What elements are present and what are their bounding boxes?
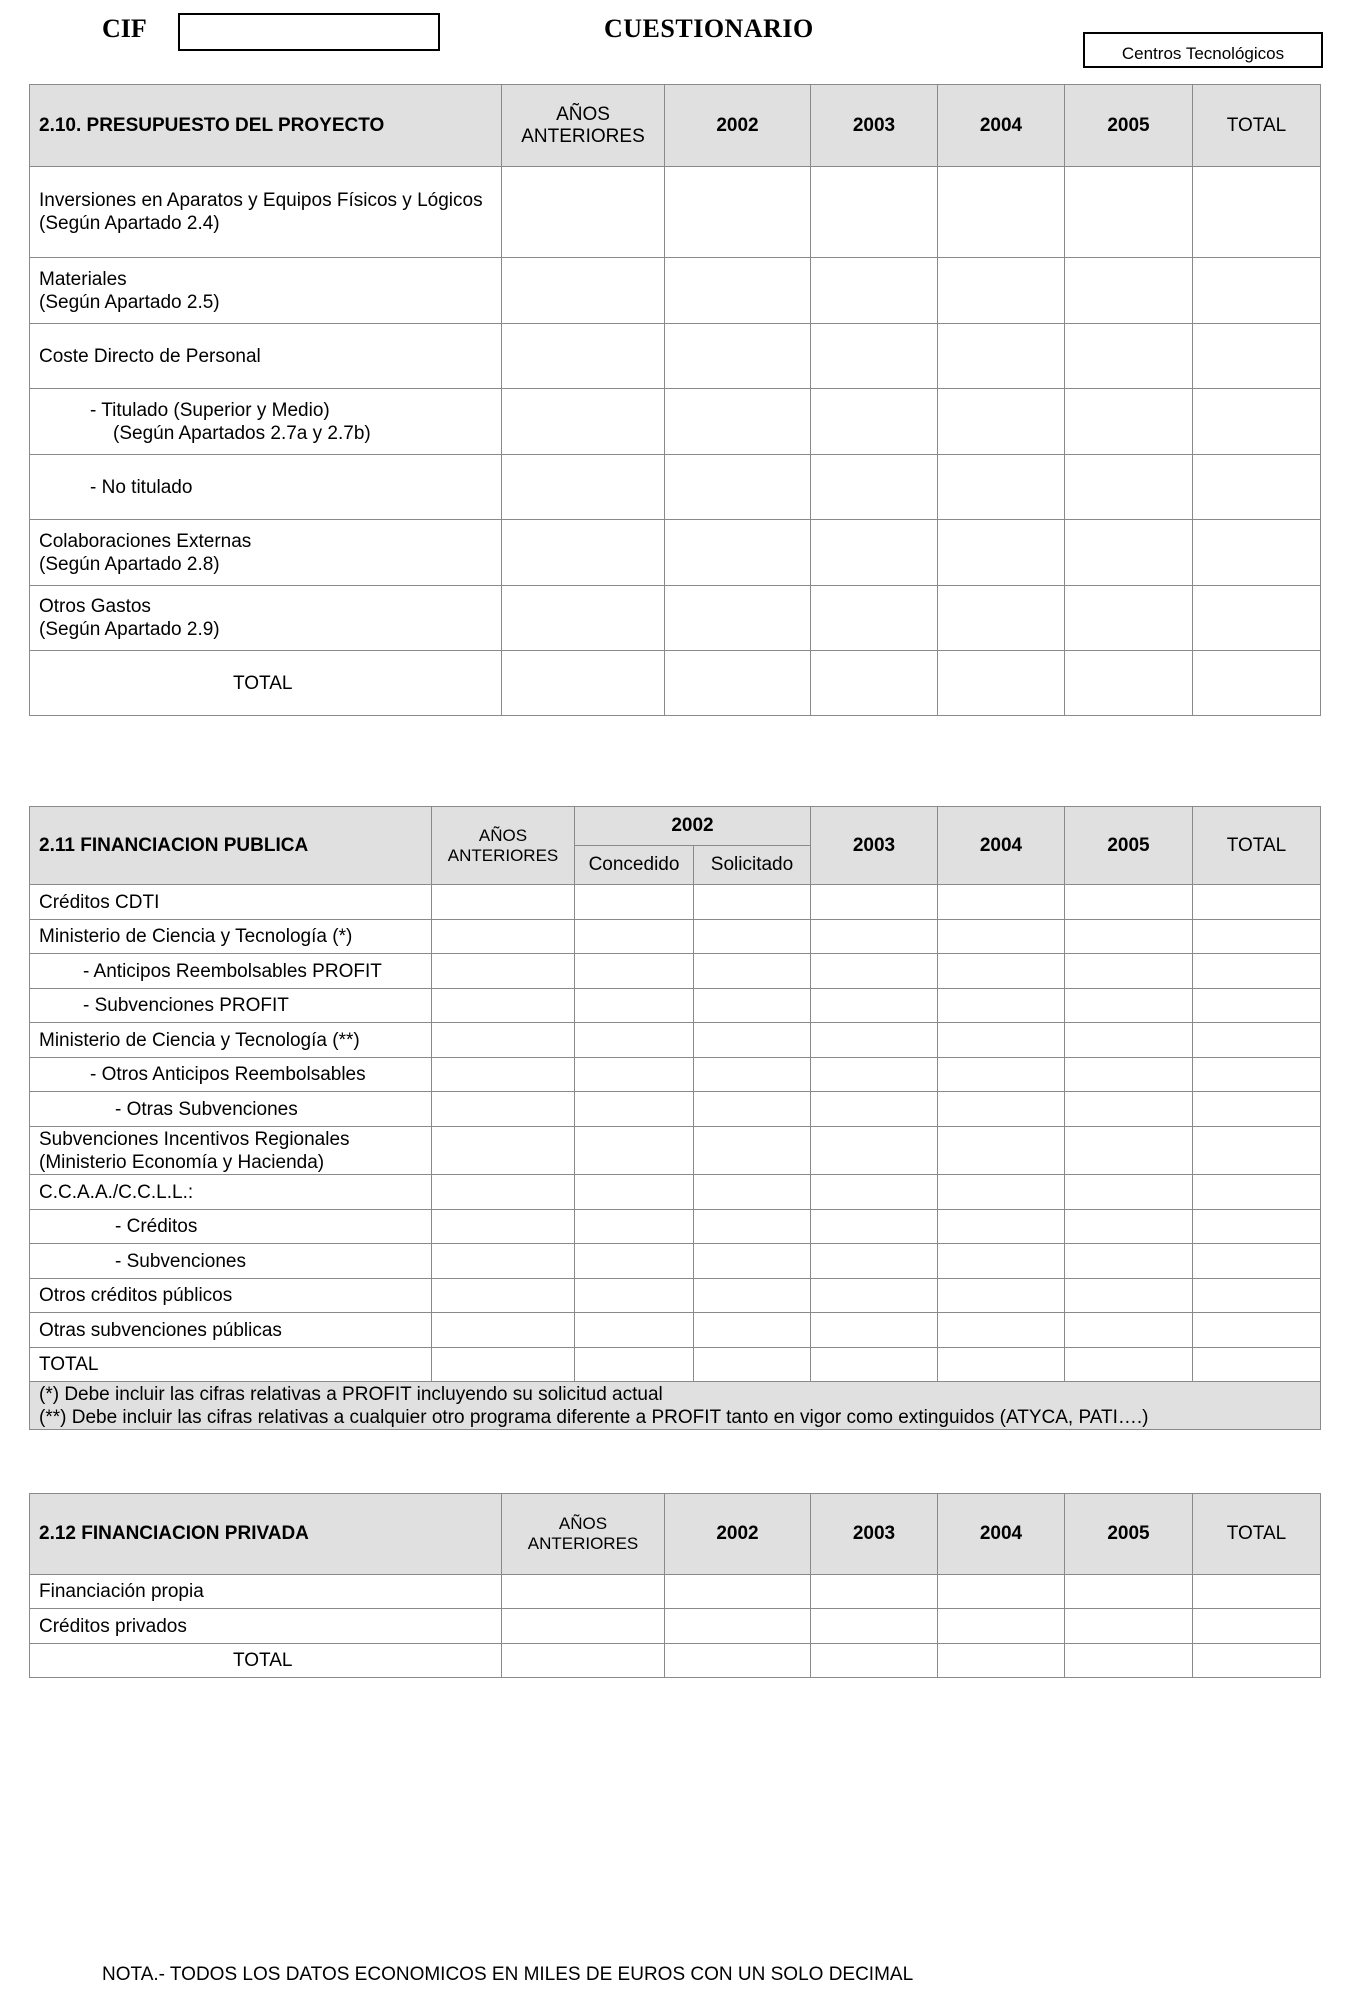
input-cell[interactable]	[694, 1092, 811, 1127]
input-cell[interactable]	[1065, 1175, 1193, 1210]
row-label: Otras subvenciones públicas	[30, 1313, 432, 1348]
row-label	[30, 167, 502, 258]
row-label	[30, 389, 502, 455]
input-cell[interactable]	[432, 954, 575, 989]
table-row-total	[30, 651, 1321, 716]
input-cell[interactable]	[575, 1058, 694, 1092]
input-cell[interactable]	[1193, 455, 1321, 520]
input-cell[interactable]	[811, 324, 938, 389]
input-cell[interactable]	[938, 520, 1065, 586]
input-cell[interactable]	[811, 1313, 938, 1348]
input-cell[interactable]	[575, 885, 694, 920]
row-label	[30, 586, 502, 651]
col-header-year: 2004	[938, 1494, 1065, 1575]
table-row	[30, 520, 1321, 586]
col-header-total: TOTAL	[1193, 85, 1321, 167]
input-cell[interactable]	[432, 1023, 575, 1058]
table-row	[30, 1127, 1321, 1175]
input-cell[interactable]	[1065, 1244, 1193, 1279]
input-cell[interactable]	[938, 1609, 1065, 1644]
row-label-line: Otros Gastos	[39, 596, 151, 617]
input-cell[interactable]	[502, 1644, 665, 1678]
input-cell[interactable]	[811, 167, 938, 258]
input-cell[interactable]	[1065, 1313, 1193, 1348]
table-row	[30, 1279, 1321, 1313]
col-header-year: 2003	[811, 807, 938, 885]
col-header-year: 2003	[811, 85, 938, 167]
section-title: 2.12 FINANCIACION PRIVADA	[30, 1494, 502, 1575]
total-label: TOTAL	[30, 651, 502, 716]
input-cell[interactable]	[1193, 1092, 1321, 1127]
input-cell[interactable]	[694, 920, 811, 954]
input-cell[interactable]	[1193, 1348, 1321, 1382]
input-cell[interactable]	[811, 1279, 938, 1313]
input-cell[interactable]	[811, 1348, 938, 1382]
input-cell[interactable]	[1193, 1313, 1321, 1348]
input-cell[interactable]	[694, 1313, 811, 1348]
input-cell[interactable]	[502, 324, 665, 389]
input-cell[interactable]	[811, 1575, 938, 1609]
input-cell[interactable]	[1193, 651, 1321, 716]
input-cell[interactable]	[665, 651, 811, 716]
input-cell[interactable]	[1065, 167, 1193, 258]
input-cell[interactable]	[502, 167, 665, 258]
input-cell[interactable]	[502, 455, 665, 520]
table-row	[30, 885, 1321, 920]
row-label: - Anticipos Reembolsables PROFIT	[30, 954, 432, 989]
input-cell[interactable]	[1193, 520, 1321, 586]
input-cell[interactable]	[938, 1175, 1065, 1210]
input-cell[interactable]	[694, 1175, 811, 1210]
input-cell[interactable]	[665, 389, 811, 455]
input-cell[interactable]	[1065, 954, 1193, 989]
row-label-ref: (Según Apartado 2.5)	[39, 291, 220, 313]
input-cell[interactable]	[938, 1023, 1065, 1058]
row-label	[30, 258, 502, 324]
footnote-2: (**) Debe incluir las cifras relativas a cualquier otro programa diferente a PROFIT tanto en vigor como extinguidos (ATYCA, PATI….)	[39, 1406, 1149, 1428]
input-cell[interactable]	[1065, 1092, 1193, 1127]
row-label: Créditos CDTI	[30, 885, 432, 920]
col-header-requested: Solicitado	[694, 846, 811, 885]
input-cell[interactable]	[665, 258, 811, 324]
input-cell[interactable]	[1065, 1210, 1193, 1244]
input-cell[interactable]	[1193, 989, 1321, 1023]
col-header-granted: Concedido	[575, 846, 694, 885]
table-header-row	[30, 85, 1321, 167]
input-cell[interactable]	[811, 1127, 938, 1175]
table-row	[30, 455, 1321, 520]
input-cell[interactable]	[938, 586, 1065, 651]
input-cell[interactable]	[811, 389, 938, 455]
input-cell[interactable]	[694, 989, 811, 1023]
table-row	[30, 1244, 1321, 1279]
input-cell[interactable]	[1065, 920, 1193, 954]
input-cell[interactable]	[432, 1127, 575, 1175]
total-label: TOTAL	[30, 1644, 502, 1678]
row-label: - Otras Subvenciones	[30, 1092, 432, 1127]
input-cell[interactable]	[1065, 1279, 1193, 1313]
table-header-row	[30, 807, 1321, 846]
input-cell[interactable]	[938, 1313, 1065, 1348]
input-cell[interactable]	[938, 1644, 1065, 1678]
input-cell[interactable]	[811, 920, 938, 954]
row-label: Créditos privados	[30, 1609, 502, 1644]
input-cell[interactable]	[575, 1279, 694, 1313]
input-cell[interactable]	[575, 1348, 694, 1382]
input-cell[interactable]	[1193, 1127, 1321, 1175]
input-cell[interactable]	[1193, 1023, 1321, 1058]
input-cell[interactable]	[1065, 389, 1193, 455]
input-cell[interactable]	[432, 885, 575, 920]
input-cell[interactable]	[432, 1348, 575, 1382]
input-cell[interactable]	[938, 1058, 1065, 1092]
input-cell[interactable]	[938, 1092, 1065, 1127]
table-row	[30, 1313, 1321, 1348]
table-row	[30, 954, 1321, 989]
row-label-ref: (Ministerio Economía y Hacienda)	[39, 1151, 325, 1173]
input-cell[interactable]	[432, 1244, 575, 1279]
input-cell[interactable]	[575, 1127, 694, 1175]
input-cell[interactable]	[502, 258, 665, 324]
row-label: - Subvenciones PROFIT	[30, 989, 432, 1023]
input-cell[interactable]	[811, 989, 938, 1023]
input-cell[interactable]	[432, 1058, 575, 1092]
input-cell[interactable]	[1193, 885, 1321, 920]
input-cell[interactable]	[575, 1023, 694, 1058]
row-label: C.C.A.A./C.C.L.L.:	[30, 1175, 432, 1210]
row-label-ref: (Según Apartado 2.8)	[39, 553, 220, 575]
input-cell[interactable]	[1193, 586, 1321, 651]
input-cell[interactable]	[694, 1279, 811, 1313]
input-cell[interactable]	[575, 1313, 694, 1348]
input-cell[interactable]	[575, 1244, 694, 1279]
row-label	[30, 520, 502, 586]
input-cell[interactable]	[811, 1175, 938, 1210]
input-cell[interactable]	[502, 651, 665, 716]
row-label: Financiación propia	[30, 1575, 502, 1609]
table-row-total	[30, 1348, 1321, 1382]
col-header-year: 2002	[665, 1494, 811, 1575]
row-label-line: - Titulado (Superior y Medio)	[90, 399, 330, 421]
input-cell[interactable]	[665, 520, 811, 586]
input-cell[interactable]	[938, 920, 1065, 954]
table-row	[30, 324, 1321, 389]
input-cell[interactable]	[694, 1127, 811, 1175]
input-cell[interactable]	[665, 1575, 811, 1609]
table-row	[30, 1575, 1321, 1609]
input-cell[interactable]	[502, 1609, 665, 1644]
row-label-line: Materiales	[39, 268, 127, 290]
input-cell[interactable]	[432, 1175, 575, 1210]
table-row	[30, 1023, 1321, 1058]
input-cell[interactable]	[1193, 1244, 1321, 1279]
input-cell[interactable]	[575, 1175, 694, 1210]
input-cell[interactable]	[811, 651, 938, 716]
input-cell[interactable]	[811, 520, 938, 586]
table-row	[30, 258, 1321, 324]
input-cell[interactable]	[694, 1210, 811, 1244]
input-cell[interactable]	[938, 324, 1065, 389]
row-label: Ministerio de Ciencia y Tecnología (**)	[30, 1023, 432, 1058]
col-header-prev-years: AÑOS ANTERIORES	[432, 807, 575, 885]
input-cell[interactable]	[575, 989, 694, 1023]
table-row	[30, 1092, 1321, 1127]
input-cell[interactable]	[1193, 324, 1321, 389]
input-cell[interactable]	[1065, 455, 1193, 520]
row-label-line: Colaboraciones Externas	[39, 530, 252, 552]
row-label: - Otros Anticipos Reembolsables	[30, 1058, 432, 1092]
input-cell[interactable]	[575, 954, 694, 989]
footnote-1: (*) Debe incluir las cifras relativas a PROFIT incluyendo su solicitud actual	[39, 1383, 663, 1405]
input-cell[interactable]	[1065, 586, 1193, 651]
input-cell[interactable]	[938, 1279, 1065, 1313]
input-cell[interactable]	[811, 1644, 938, 1678]
input-cell[interactable]	[938, 455, 1065, 520]
table-row	[30, 1210, 1321, 1244]
input-cell[interactable]	[665, 324, 811, 389]
input-cell[interactable]	[575, 1210, 694, 1244]
input-cell[interactable]	[938, 258, 1065, 324]
input-cell[interactable]	[938, 1244, 1065, 1279]
public-funding-table	[29, 806, 1321, 1430]
col-header-total: TOTAL	[1193, 807, 1321, 885]
input-cell[interactable]	[938, 1575, 1065, 1609]
input-cell[interactable]	[1193, 1575, 1321, 1609]
notes-row	[30, 1382, 1321, 1430]
row-label-ref	[90, 422, 501, 445]
input-cell[interactable]	[432, 989, 575, 1023]
row-label-ref-text: (Según Apartados 2.7a y 2.7b)	[113, 422, 371, 444]
input-cell[interactable]	[811, 258, 938, 324]
input-cell[interactable]	[432, 1313, 575, 1348]
input-cell[interactable]	[1193, 258, 1321, 324]
input-cell[interactable]	[432, 1279, 575, 1313]
input-cell[interactable]	[1065, 258, 1193, 324]
input-cell[interactable]	[811, 1609, 938, 1644]
category-box: Centros Tecnológicos	[1083, 32, 1323, 68]
table-row	[30, 989, 1321, 1023]
table-row	[30, 167, 1321, 258]
table-row	[30, 1609, 1321, 1644]
input-cell[interactable]	[938, 954, 1065, 989]
row-label-line: Inversiones en Aparatos y Equipos Físicos y Lógicos	[39, 190, 483, 211]
col-header-year: 2005	[1065, 1494, 1193, 1575]
private-funding-table	[29, 1493, 1321, 1678]
input-cell[interactable]	[1193, 1279, 1321, 1313]
footnotes	[30, 1382, 1321, 1430]
input-cell[interactable]	[502, 586, 665, 651]
input-cell[interactable]	[1193, 954, 1321, 989]
input-cell[interactable]	[811, 1058, 938, 1092]
total-label: TOTAL	[30, 1348, 432, 1382]
input-cell[interactable]	[432, 1210, 575, 1244]
input-cell[interactable]	[1065, 1348, 1193, 1382]
input-cell[interactable]	[1065, 1023, 1193, 1058]
col-header-total: TOTAL	[1193, 1494, 1321, 1575]
input-cell[interactable]	[1193, 1210, 1321, 1244]
input-cell[interactable]	[665, 167, 811, 258]
input-cell[interactable]	[811, 586, 938, 651]
col-header-year: 2002	[665, 85, 811, 167]
input-cell[interactable]	[1065, 520, 1193, 586]
input-cell[interactable]	[665, 455, 811, 520]
col-header-year: 2004	[938, 807, 1065, 885]
input-cell[interactable]	[502, 389, 665, 455]
input-cell[interactable]	[694, 885, 811, 920]
input-cell[interactable]	[938, 1348, 1065, 1382]
input-cell[interactable]	[694, 1058, 811, 1092]
input-cell[interactable]	[938, 1127, 1065, 1175]
input-cell[interactable]	[938, 989, 1065, 1023]
input-cell[interactable]	[811, 1092, 938, 1127]
input-cell[interactable]	[694, 1244, 811, 1279]
input-cell[interactable]	[1065, 1058, 1193, 1092]
input-cell[interactable]	[1193, 1609, 1321, 1644]
col-header-year: 2004	[938, 85, 1065, 167]
row-label-ref: (Según Apartado 2.9)	[39, 619, 220, 640]
page-title: CUESTIONARIO	[604, 14, 814, 43]
input-cell[interactable]	[502, 1575, 665, 1609]
table-row	[30, 586, 1321, 651]
input-cell[interactable]	[1065, 885, 1193, 920]
input-cell[interactable]	[1193, 920, 1321, 954]
col-header-prev-years: AÑOS ANTERIORES	[502, 1494, 665, 1575]
table-row-total	[30, 1644, 1321, 1678]
budget-table	[29, 84, 1321, 716]
table-row	[30, 389, 1321, 455]
section-title: 2.11 FINANCIACION PUBLICA	[30, 807, 432, 885]
table-header-row	[30, 1494, 1321, 1575]
col-header-year: 2005	[1065, 85, 1193, 167]
input-cell[interactable]	[665, 1609, 811, 1644]
row-label-ref: (Según Apartado 2.4)	[39, 213, 220, 234]
input-cell[interactable]	[938, 651, 1065, 716]
row-label: Ministerio de Ciencia y Tecnología (*)	[30, 920, 432, 954]
input-cell[interactable]	[811, 1244, 938, 1279]
input-cell[interactable]	[938, 885, 1065, 920]
input-cell[interactable]	[432, 920, 575, 954]
input-cell[interactable]	[1065, 1127, 1193, 1175]
input-cell[interactable]	[502, 520, 665, 586]
row-label: - Subvenciones	[30, 1244, 432, 1279]
table-row	[30, 1058, 1321, 1092]
input-cell[interactable]	[665, 1644, 811, 1678]
input-cell[interactable]	[694, 1348, 811, 1382]
input-cell[interactable]	[1193, 1058, 1321, 1092]
row-label: Coste Directo de Personal	[30, 324, 502, 389]
input-cell[interactable]	[432, 1092, 575, 1127]
input-cell[interactable]	[938, 1210, 1065, 1244]
input-cell[interactable]	[938, 167, 1065, 258]
input-cell[interactable]	[1193, 389, 1321, 455]
input-cell[interactable]	[694, 954, 811, 989]
input-cell[interactable]	[1065, 1644, 1193, 1678]
input-cell[interactable]	[1065, 324, 1193, 389]
table-row	[30, 920, 1321, 954]
input-cell[interactable]	[1065, 1609, 1193, 1644]
input-cell[interactable]	[1065, 651, 1193, 716]
col-header-year: 2002	[575, 807, 811, 846]
input-cell[interactable]	[1065, 989, 1193, 1023]
input-cell[interactable]	[665, 586, 811, 651]
row-label	[30, 1127, 432, 1175]
row-label: - Créditos	[30, 1210, 432, 1244]
input-cell[interactable]	[1065, 1575, 1193, 1609]
input-cell[interactable]	[1193, 167, 1321, 258]
input-cell[interactable]	[575, 920, 694, 954]
input-cell[interactable]	[1193, 1175, 1321, 1210]
input-cell[interactable]	[811, 885, 938, 920]
input-cell[interactable]	[811, 455, 938, 520]
input-cell[interactable]	[811, 954, 938, 989]
row-label: Otros créditos públicos	[30, 1279, 432, 1313]
cif-label: CIF	[102, 14, 147, 43]
input-cell[interactable]	[938, 389, 1065, 455]
col-header-prev-years: AÑOS ANTERIORES	[502, 85, 665, 167]
input-cell[interactable]	[1193, 1644, 1321, 1678]
footer-note: NOTA.- TODOS LOS DATOS ECONOMICOS EN MILES DE EUROS CON UN SOLO DECIMAL	[102, 1964, 914, 1985]
cif-input-box[interactable]	[178, 13, 440, 51]
table-row	[30, 1175, 1321, 1210]
col-header-year: 2005	[1065, 807, 1193, 885]
input-cell[interactable]	[811, 1210, 938, 1244]
row-label-line: Subvenciones Incentivos Regionales	[39, 1128, 350, 1150]
row-label: - No titulado	[30, 455, 502, 520]
input-cell[interactable]	[694, 1023, 811, 1058]
input-cell[interactable]	[575, 1092, 694, 1127]
section-title: 2.10. PRESUPUESTO DEL PROYECTO	[30, 85, 502, 167]
col-header-year: 2003	[811, 1494, 938, 1575]
input-cell[interactable]	[811, 1023, 938, 1058]
